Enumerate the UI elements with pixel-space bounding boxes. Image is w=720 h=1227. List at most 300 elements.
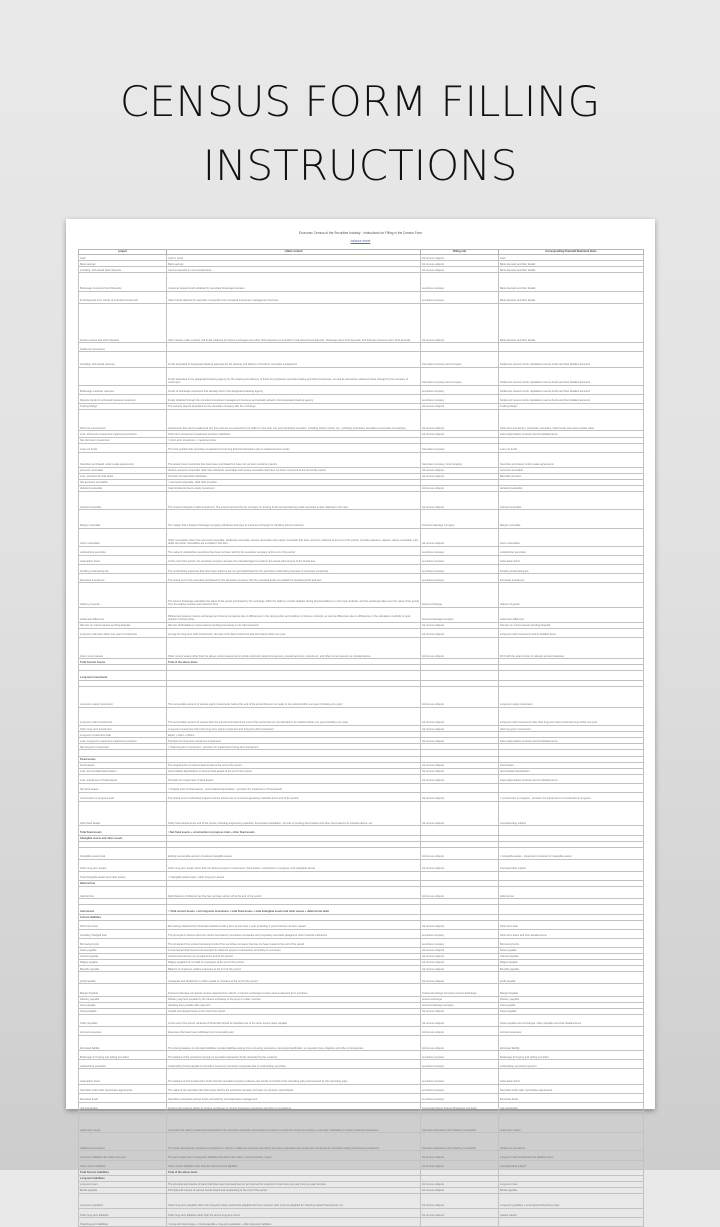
table-row — [79, 783, 644, 792]
table-row — [79, 1036, 644, 1051]
cell-reflect-content: Among the long-term debt investments, the part of the debt investment that will mature within one year — [167, 628, 421, 637]
cell-reflect-content: Other receivables other than accounts receivable, dividends receivable, interest receivable and margin receivable that have not been collected at the end of the period, including advance, deposit, claims receivable, bad debts and other receivables are included in this item. — [167, 528, 421, 546]
cell-project: Interest payable — [79, 953, 167, 959]
balance-sheet-link[interactable]: balance sheet — [350, 239, 371, 243]
cell-statement-item: Bonds payable — [499, 1187, 644, 1193]
cell-project: other fixed assets — [79, 802, 167, 826]
cell-reflect-content: Other current liabilities other than the above current liabilities — [167, 1160, 421, 1169]
table-row — [79, 1093, 644, 1102]
page-title — [0, 70, 720, 198]
cell-filling-unit: securities company — [421, 565, 499, 574]
table-row — [79, 1218, 644, 1227]
cell-reflect-content: The recoverable amount of various debt the investments held at the end of the period that are not intended to be realized within one year (including one year) — [167, 707, 421, 725]
cell-filling-unit: futures exchange — [421, 583, 499, 607]
title-line-2: INSTRUCTIONS — [202, 141, 518, 190]
column-header-filling-unit: Filling unit — [421, 250, 499, 255]
cell-project: redemption bond — [79, 556, 167, 565]
cell-statement-item: redemption bond — [499, 556, 644, 565]
cell-statement-item: Bank deposits and their details — [499, 303, 644, 343]
cell-filling-unit: All census subjects — [421, 467, 499, 473]
cell-project: cash — [79, 255, 167, 261]
cell-reflect-content: = Original price of fixed assets - accumulated depreciation - provision for impairment of fixed assets — [167, 783, 421, 792]
cell-reflect-content: At the end of the period, all kinds of funds that should be handled cost to the other except taxes payable — [167, 1014, 421, 1026]
cell-project: Brokerage for buying and selling securities — [79, 1051, 167, 1060]
cell-statement-item: underwriting securities — [499, 546, 644, 555]
table-row — [79, 686, 644, 707]
cell-statement-item — [499, 905, 644, 914]
table-row — [79, 1209, 644, 1218]
cell-project: profit payable — [79, 972, 167, 984]
cell-project: risk preparation — [79, 1102, 167, 1111]
cell-statement-item — [499, 871, 644, 880]
cell-statement-item: Bank deposits and their details — [499, 291, 644, 303]
cell-statement-item: Bad debt provision — [499, 473, 644, 479]
cell-filling-unit: securities company — [421, 546, 499, 555]
cell-filling-unit: securities company — [421, 1093, 499, 1102]
cell-filling-unit: All census subjects — [421, 1193, 499, 1208]
cell-project: Bank savings — [79, 261, 167, 267]
cell-project: Margin receivable — [79, 510, 167, 528]
table-row — [79, 938, 644, 947]
cell-reflect-content: cash in stock — [167, 255, 421, 261]
cell-statement-item: settlement margin — [499, 1111, 644, 1132]
cell-reflect-content: = Net fixed assets + construction in progress total + other fixed assets — [167, 826, 421, 835]
table-row — [79, 1014, 644, 1026]
cell-filling-unit: All census subjects — [421, 628, 499, 637]
cell-reflect-content: The margin that a futures brokerage company withdraws and pays to a futures exchange for handling futures business — [167, 510, 421, 528]
table-row — [79, 452, 644, 467]
cell-reflect-content: Census deposits in commercial banks — [167, 267, 421, 273]
column-header-project: project — [79, 250, 167, 255]
cell-reflect-content: Cash dividends due to equity investment — [167, 486, 421, 492]
cell-reflect-content: Other current assets other than the above current assets items include structural, deferred expenses, prepaid accounts, investment, and other current assets not included above. — [167, 638, 421, 659]
cell-project: other receivables — [79, 528, 167, 546]
cell-project: Net fixed assets — [79, 783, 167, 792]
table-row — [79, 1102, 644, 1111]
cell-project: settlement margin — [79, 1111, 167, 1132]
cell-reflect-content: = Intangible assets total + other long-term assets — [167, 871, 421, 880]
table-row — [79, 859, 644, 871]
cell-reflect-content: = short-term investment - impairment loss — [167, 437, 421, 443]
cell-filling-unit: All census subjects — [421, 1187, 499, 1193]
cell-project: Delivery payable — [79, 996, 167, 1002]
cell-project: Long-term debt investments — [79, 707, 167, 725]
cell-reflect-content: Total of the above items — [167, 659, 421, 665]
cell-statement-item: Bank deposits and their details — [499, 273, 644, 291]
cell-reflect-content: Other long-term payables other than long-term loans and bonds payable that have not been paid, such as payables for financing leased fixed assets, etc. — [167, 1193, 421, 1208]
cell-project: Interest receivable — [79, 492, 167, 510]
document-page — [66, 219, 655, 1226]
cell-filling-unit: futures brokerage company — [421, 607, 499, 622]
cell-filling-unit: securities company — [421, 556, 499, 565]
cell-filling-unit: futures brokerage company — [421, 1002, 499, 1008]
table-row — [79, 638, 644, 659]
cell-reflect-content: The principal of the unfaun borrowing funds of the securities company that has not been repaid at the end of the period — [167, 938, 421, 947]
cell-statement-item: Delivery payable — [499, 996, 644, 1002]
cell-reflect-content: Unpaid and prepaid taxes at the end of the period — [167, 1008, 421, 1014]
cell-reflect-content: The actual cost of the securities purchased by the securities company with the entrusted funds not settled but unsettled profit and loss — [167, 574, 421, 583]
cell-filling-unit: All census subjects — [421, 847, 499, 859]
cell-project: other current liabilities — [79, 1160, 167, 1169]
table-row — [79, 291, 644, 303]
cell-project: Benefits payable — [79, 966, 167, 972]
cell-reflect-content: Funds deposited in designated clearing agencies for the clearing and delivery of funds for securities transactions — [167, 352, 421, 367]
cell-filling-unit: All census subjects — [421, 792, 499, 801]
table-body — [79, 255, 644, 1227]
cell-filling-unit: Futures Exchange Company Futures Exchange — [421, 984, 499, 996]
cell-statement-item — [499, 783, 644, 792]
cell-filling-unit: All census subjects — [421, 528, 499, 546]
cell-filling-unit: All census subjects — [421, 255, 499, 261]
cell-project: Other long-term investment — [79, 726, 167, 732]
cell-filling-unit: futures exchange — [421, 996, 499, 1002]
cell-project: Long-term liabilities — [79, 1175, 167, 1181]
cell-reflect-content: The fund position that securities companies lend among financial institutions due to capital turnover needs — [167, 443, 421, 452]
table-row — [79, 826, 644, 835]
cell-reflect-content: Funds of brokerage customers that actually exist in the designated clearing agency — [167, 385, 421, 394]
table-row — [79, 565, 644, 574]
cell-statement-item: Settlement reserve funds, liquidation reserve funds and their detailed accounts — [499, 394, 644, 403]
cell-reflect-content: = Total current assets + net long-term investment + total fixed assets + total intangible assets and other assets + deferred tax debit — [167, 905, 421, 914]
cell-filling-unit: Securities Depository and Clearing Corporation — [421, 1133, 499, 1151]
cell-filling-unit: All census subjects — [421, 920, 499, 929]
cell-project: Entrusted funds — [79, 1093, 167, 1102]
cell-reflect-content: The futures brokerage calculates the value of the goods purchased by the exchange within the delivery number defaults during physical delivery on the buyer defaults, and the exchange takes over the value of the goods from the selling member and customer from — [167, 583, 421, 607]
cell-statement-item: Settlement reserve funds, liquidation reserve funds and their detailed accounts — [499, 352, 644, 367]
cell-reflect-content: The actual cost of securities that have been purchased but have not yet been resold at maturity — [167, 452, 421, 467]
cell-project: Settlement provisions — [79, 1133, 167, 1151]
cell-reflect-content: At the end of the period, the securities company accepts the entrusted agent to redeem the actual paid amount of the bonds due — [167, 556, 421, 565]
cell-project: including: self-owned bank deposits — [79, 267, 167, 273]
table-row — [79, 1111, 644, 1132]
cell-reflect-content: Net loss attributable to current assets pending processing in net call processed — [167, 622, 421, 628]
cell-statement-item: Fees payable — [499, 1002, 644, 1008]
cell-statement-item: Long-term debt investment other than long-term debt investment due within one year — [499, 707, 644, 725]
cell-project: Less: impairment of fixed assets — [79, 774, 167, 783]
cell-filling-unit: All census subjects — [421, 953, 499, 959]
cell-project: Net long-term investment — [79, 744, 167, 750]
cell-reflect-content: Underwriting funds payable to securities issuers by securities companies due to underwriting securities — [167, 1060, 421, 1069]
cell-project: Intangible assets total — [79, 847, 167, 859]
cell-project: Loan out funds — [79, 443, 167, 452]
cell-reflect-content: Ending recoverable amount of various intangible assets — [167, 847, 421, 859]
cell-project: Entrusted liability — [79, 1036, 167, 1051]
cell-statement-item: Securities purchased under resale agreements — [499, 452, 644, 467]
cell-filling-unit: securities company — [421, 1069, 499, 1084]
cell-project: Wages payable — [79, 960, 167, 966]
cell-statement-item: Asset depreciation provision and its detailed items — [499, 431, 644, 437]
cell-statement-item: Corresponding subject — [499, 859, 644, 871]
cell-statement-item: settlement difference — [499, 607, 644, 622]
cell-statement-item: Benefits payable — [499, 966, 644, 972]
table-row — [79, 583, 644, 607]
table-row — [79, 802, 644, 826]
cell-project: Fees payable — [79, 1002, 167, 1008]
cell-filling-unit: securities company — [421, 1051, 499, 1060]
cell-filling-unit: Securities company fund company — [421, 367, 499, 385]
cell-project: Borrowing funds — [79, 938, 167, 947]
cell-statement-item: Fill it with the total number of relevant account balances — [499, 638, 644, 659]
table-row — [79, 546, 644, 555]
cell-project — [79, 367, 167, 385]
cell-reflect-content: Principal and interest of various bonds issued and outstanding at the end of the period — [167, 1187, 421, 1193]
cell-project: total assets — [79, 905, 167, 914]
cell-filling-unit: All census subjects — [421, 404, 499, 410]
cell-statement-item: Entrusted funds — [499, 1093, 644, 1102]
cell-reflect-content: The original price of various fixed assets at the end of the period — [167, 762, 421, 768]
cell-reflect-content: Expenses that have been withdrawn but not actually paid — [167, 1026, 421, 1035]
cell-project: Total Current Assets — [79, 659, 167, 665]
cell-project: Long-term investment — [79, 671, 167, 680]
cell-statement-item: related subject — [499, 1209, 644, 1218]
cell-reflect-content: Other fixed assets at the end of the period, including engineering materials, fixed assets liquidation, net loss of pending fixed assets and other fixed assets not included above, etc. — [167, 802, 421, 826]
cell-filling-unit: All census subjects — [421, 1151, 499, 1160]
cell-project: including: Pledged loan — [79, 929, 167, 938]
cell-project: Fixed assets — [79, 762, 167, 768]
cell-project: Margin Payable — [79, 984, 167, 996]
cell-project: delivery of goods — [79, 583, 167, 607]
table-row — [79, 1051, 644, 1060]
cell-filling-unit: Securities company, fund company — [421, 452, 499, 467]
table-row — [79, 905, 644, 914]
cell-filling-unit — [421, 826, 499, 835]
cell-project: Current liabilities — [79, 914, 167, 920]
cell-reflect-content: The value of underwritten securities that have not been sold by the securities company at the end of the period — [167, 546, 421, 555]
cell-filling-unit: All census subjects — [421, 726, 499, 732]
cell-statement-item: other receivables — [499, 528, 644, 546]
cell-filling-unit: All census subjects — [421, 966, 499, 972]
table-row — [79, 628, 644, 637]
cell-project: Fixed assets — [79, 756, 167, 762]
cell-project: Pending underwriting fee — [79, 565, 167, 574]
table-row — [79, 367, 644, 385]
cell-statement-item: Trading Margin — [499, 404, 644, 410]
cell-reflect-content: Long-term investment other than long-term equity investment and long-term debt investment — [167, 726, 421, 732]
table-row — [79, 574, 644, 583]
cell-filling-unit: All census subjects — [421, 492, 499, 510]
cell-project: including: self-owned reserves — [79, 352, 167, 367]
cell-reflect-content: Balance of employee welfare expenses at the end of the period — [167, 966, 421, 972]
cell-reflect-content: Interest accrued but not yet paid at the end of the period — [167, 953, 421, 959]
cell-reflect-content: Wages payable but not paid to employees at the end of the period — [167, 960, 421, 966]
cell-statement-item: Long-term payables + unrecognized financing costs — [499, 1193, 644, 1208]
table-row — [79, 510, 644, 528]
table-row — [79, 972, 644, 984]
cell-filling-unit: All census subjects — [421, 1008, 499, 1014]
cell-project: Securities purchased under resale agreements — [79, 452, 167, 467]
cell-reflect-content: Debit balance of deferred tax that has not been written off at the end of the period — [167, 887, 421, 899]
table-row — [79, 1133, 644, 1151]
cell-reflect-content: Provision for bad debts withdrawn — [167, 473, 421, 479]
cell-project: Less: short-term investment impairment provision — [79, 431, 167, 437]
cell-project: Taxes payable — [79, 1008, 167, 1014]
cell-statement-item: Bank deposits and their details — [499, 267, 644, 273]
table-row — [79, 1193, 644, 1208]
cell-statement-item: Margin receivable — [499, 510, 644, 528]
cell-reflect-content: The balance of the securities company's securities transaction funds deposited by the customer — [167, 1051, 421, 1060]
cell-statement-item: Long-term debt reclassified into liabilities items — [499, 1151, 644, 1160]
table-row — [79, 1060, 644, 1069]
cell-statement-item: Securities sold under repurchase agreements — [499, 1084, 644, 1093]
cell-project: Total Current Liabilities — [79, 1169, 167, 1175]
cell-project: Other long-term liabilities — [79, 1209, 167, 1218]
cell-statement-item: Short-term loans and their detailed items — [499, 929, 644, 938]
cell-statement-item: Bank deposits and their details — [499, 261, 644, 267]
cell-project: Net short-term investment — [79, 437, 167, 443]
cell-reflect-content: The value of the securities that have been sold by the securities company but have not yet been repurchased — [167, 1084, 421, 1093]
cell-filling-unit: securities company — [421, 394, 499, 403]
cell-statement-item: other long-term investment — [499, 726, 644, 732]
cell-statement-item: Interest receivable — [499, 492, 644, 510]
table-row — [79, 1160, 644, 1169]
cell-reflect-content: = Accounts receivable - Bad debt provision — [167, 480, 421, 486]
cell-statement-item: Short-term investment, proprietary securities, trade bonds plus asset market value — [499, 410, 644, 431]
cell-reflect-content: Securities companies accept funds entrusted by entrusted asset management — [167, 1093, 421, 1102]
cell-filling-unit: Securities company — [421, 443, 499, 452]
cell-reflect-content: The principal of various short-term loans borrowed by securities companies with proprietary securities pledged to other financial institutions — [167, 929, 421, 938]
cell-statement-item: Corresponding subject — [499, 1160, 644, 1169]
cell-filling-unit: All census subjects — [421, 768, 499, 774]
cell-statement-item: Settlement reserve funds, liquidation reserve funds and their detailed accounts — [499, 367, 644, 385]
cell-reflect-content: Futures brokerage companies receive deposits from clients; or futures exchanges receive various deposits from members — [167, 984, 421, 996]
cell-statement-item: deferred tax — [499, 887, 644, 899]
cell-reflect-content: The principal and interest of loans that have been borrowed but not yet returned for a period of more than one year (not one year) and are — [167, 1181, 421, 1187]
cell-project: Long-term debt due within one year of investment — [79, 628, 167, 637]
cell-project: Entrusted investment — [79, 574, 167, 583]
cell-statement-item: accounts receivable — [499, 467, 644, 473]
table-row — [79, 792, 644, 801]
cell-statement-item — [499, 671, 644, 680]
cell-filling-unit: All census subjects — [421, 622, 499, 628]
table-row — [79, 556, 644, 565]
cell-statement-item: Net loss on current assets pending disposal — [499, 622, 644, 628]
cell-filling-unit: securities company — [421, 929, 499, 938]
cell-project: Total fixed assets — [79, 826, 167, 835]
cell-filling-unit: All census subjects — [421, 1209, 499, 1218]
cell-filling-unit — [421, 783, 499, 792]
cell-project: Brokerage Customer Fund Deposits — [79, 273, 167, 291]
table-row — [79, 443, 644, 452]
document-header — [66, 231, 655, 244]
table-row — [79, 871, 644, 880]
cell-project: Less: accumulated depreciation — [79, 768, 167, 774]
cell-project: redemption bond — [79, 1069, 167, 1084]
table-row — [79, 1069, 644, 1084]
cell-statement-item: Asset depreciation provision and its detailed items — [499, 738, 644, 744]
cell-statement-item: cash — [499, 255, 644, 261]
table-row — [79, 607, 644, 622]
cell-statement-item: accumulated depreciation — [499, 768, 644, 774]
cell-project: Brokerage customer reserves — [79, 385, 167, 394]
table-row — [79, 273, 644, 291]
cell-project: Intangible assets and other assets — [79, 835, 167, 841]
cell-project: accounts receivable — [79, 467, 167, 473]
cell-reflect-content: Investments that can be realized at any time and are not expected to be held for more than one year (including securities, including stocks, bonds, etc., including proprietary securities of securities companies). — [167, 410, 421, 431]
table-row — [79, 394, 644, 403]
cell-filling-unit: securities company — [421, 273, 499, 291]
cell-reflect-content: Total of the above items — [167, 1169, 421, 1175]
table-row — [79, 984, 644, 996]
cell-statement-item: Brokerage for buying and selling securities — [499, 1051, 644, 1060]
table-row — [79, 671, 644, 680]
cell-reflect-content: Various accounts receivable other than dividends receivable and interest receivable that have not been recovered at the end of the period — [167, 467, 421, 473]
cell-reflect-content: Other long-term liabilities other than the above long-term items — [167, 1209, 421, 1218]
cell-project: underwriting securities — [79, 1060, 167, 1069]
cell-project: Fund deposits from clients of entrusted investment — [79, 291, 167, 303]
table-row — [79, 707, 644, 725]
cell-project: Construction in progress total — [79, 792, 167, 801]
cell-filling-unit — [421, 1218, 499, 1227]
cell-filling-unit: All census subjects — [421, 1036, 499, 1051]
cell-filling-unit: All census subjects — [421, 738, 499, 744]
cell-statement-item: Entrusted liability — [499, 1036, 644, 1051]
cell-project: Reserve funds for entrusted business customers — [79, 394, 167, 403]
cell-statement-item: Short-term loan — [499, 920, 644, 929]
cell-statement-item — [499, 826, 644, 835]
cell-project: settlement difference — [79, 607, 167, 622]
cell-statement-item: underwriting securities payment — [499, 1060, 644, 1069]
cell-reflect-content: Customer deposit funds obtained by securities brokerage business — [167, 273, 421, 291]
cell-project: Total long-term liabilities — [79, 1218, 167, 1227]
cell-statement-item: risk preparation — [499, 1102, 644, 1111]
cell-project: Less: provision for bad debts — [79, 473, 167, 479]
cell-reflect-content: The balance of bond redemption funds that the securities company redeems due bonds on behalf of the entrusting party and received by the entrusting party — [167, 1069, 421, 1084]
cell-reflect-content: Differences between futures exchanges and futures companies due to differences in the closing order and positions of futures contracts, as well as differences due to differences in the calculation methods of open position contract prices — [167, 607, 421, 622]
cell-statement-item: Wages payable — [499, 960, 644, 966]
cell-filling-unit: securities company — [421, 385, 499, 394]
cell-filling-unit: All census subjects — [421, 887, 499, 899]
cell-project: dividend receivable — [79, 486, 167, 492]
cell-reflect-content: The closing balance of entrusted liabilities includes liabilities arising from entrusting operations, decoupled sterilization on operation fees, litigation and other contingencies — [167, 1036, 421, 1051]
table-row — [79, 929, 644, 938]
cell-statement-item: Notes payable — [499, 947, 644, 953]
cell-filling-unit: All census subjects — [421, 1026, 499, 1035]
cell-project: Long-term loan — [79, 1181, 167, 1187]
table-row — [79, 385, 644, 394]
cell-filling-unit: Securities company fund company — [421, 352, 499, 367]
cell-reflect-content: Client funds obtained by securities companies from entrusted investment management business — [167, 291, 421, 303]
cell-statement-item: Asset depreciation provision and its detailed items — [499, 774, 644, 783]
cell-reflect-content: Accumulated depreciation of various fixed assets at the end of the period — [167, 768, 421, 774]
cell-project: Long-term equity investment — [79, 686, 167, 707]
cell-project: Long-term liabilities due within one year — [79, 1151, 167, 1160]
cell-statement-item: Margin Payable — [499, 984, 644, 996]
cell-statement-item: dividend receivable — [499, 486, 644, 492]
cell-reflect-content: A special fund paid by settlement participants to the securities depository and clearing company to ensure the continuous delivery, and clear undertaking to obtain settlement guarantee — [167, 1111, 421, 1132]
cell-project: Notes payable — [79, 947, 167, 953]
cell-statement-item: Interest payable — [499, 953, 644, 959]
cell-filling-unit: All census subjects — [421, 802, 499, 826]
cell-project: Short-term loan — [79, 920, 167, 929]
cell-reflect-content: Borrowings obtained from financial institutions with a term of less than 1 year (including 1 year) that has not been repaid — [167, 920, 421, 929]
table-row — [79, 352, 644, 367]
cell-reflect-content: The part of each item of long-term liabilities that will be due within 1 year (including 1 year) — [167, 1151, 421, 1160]
column-header-reflect-content: reflect content — [167, 250, 421, 255]
cell-statement-item: delivery of goods — [499, 583, 644, 607]
cell-statement-item: Entrusted investment — [499, 574, 644, 583]
table-row — [79, 343, 644, 352]
cell-filling-unit: All census subjects — [421, 972, 499, 984]
cell-filling-unit: securities company — [421, 291, 499, 303]
table-row — [79, 920, 644, 929]
cell-statement-item: profit payable — [499, 972, 644, 984]
cell-filling-unit: securities company — [421, 938, 499, 947]
cell-filling-unit: All census subjects — [421, 473, 499, 479]
cell-reflect-content — [167, 343, 421, 352]
cell-statement-item: Pending underwriting fee — [499, 565, 644, 574]
cell-statement-item — [499, 1218, 644, 1227]
cell-filling-unit: All census subjects — [421, 774, 499, 783]
